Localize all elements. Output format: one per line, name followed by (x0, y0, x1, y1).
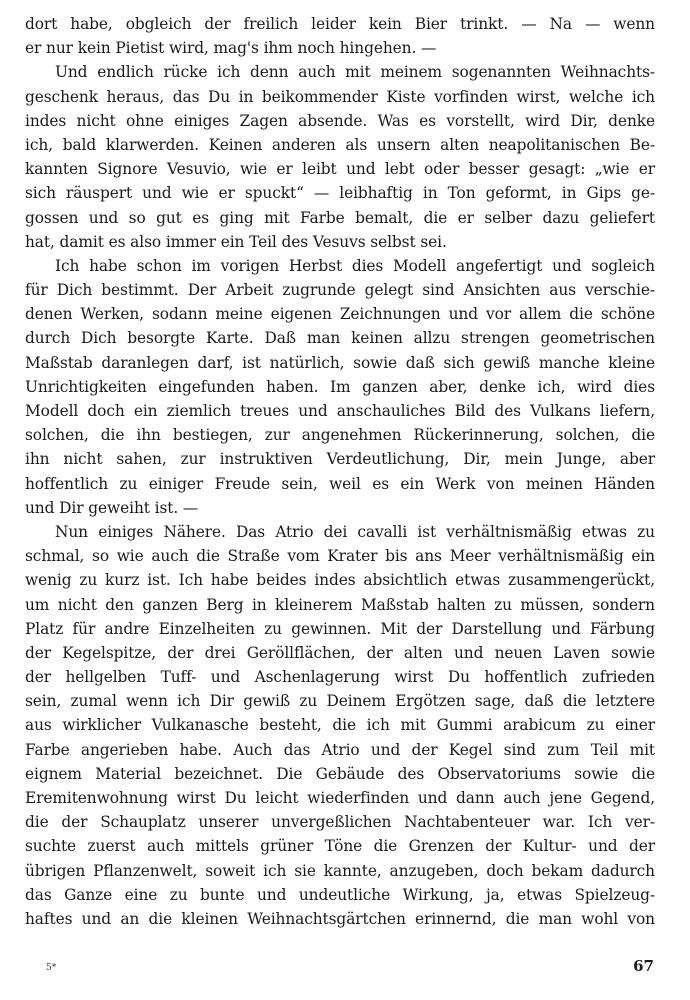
text-line: der hellgelben Tuff- und Aschenlagerung wirst Du hoffentlich zufrieden (25, 668, 655, 687)
text-line: solchen, die ihn bestiegen, zur angenehmen Rückerinnerung, solchen, die (25, 426, 655, 445)
text-line: Farbe angerieben habe. Auch das Atrio und der Kegel sind zum Teil mit (25, 740, 655, 759)
text-line: und Dir geweiht ist. — (25, 498, 199, 517)
text-line: die der Schauplatz unserer unvergeßlichen Nachtabenteuer war. Ich ver- (25, 813, 655, 832)
text-line: Nun einiges Nähere. Das Atrio dei cavalli ist verhältnismäßig etwas zu (55, 522, 655, 541)
text-line: schmal, so wie auch die Straße vom Krater bis ans Meer verhältnismäßig ein (25, 547, 655, 566)
text-line: hoffentlich zu einiger Freude sein, weil es ein Werk von meinen Händen (25, 474, 655, 493)
text-line: sich räuspert und wie er spuckt“ — leibhaftig in Ton geformt, in Gips ge- (25, 184, 655, 203)
text-line: um nicht den ganzen Berg in kleinerem Maßstab halten zu müssen, sondern (25, 595, 655, 614)
page-number: 67 (633, 957, 654, 975)
text-line: sein, zumal wenn ich Dir gewiß zu Deinem Ergötzen sage, daß die letztere (25, 692, 655, 711)
text-line: kannten Signore Vesuvio, wie er leibt und lebt oder besser gesagt: „wie er (25, 160, 655, 179)
signature-mark: 5* (46, 963, 57, 973)
text-line: Und endlich rücke ich denn auch mit meinem sogenannten Weihnachts- (55, 63, 655, 82)
text-line: Maßstab daranlegen darf, ist natürlich, sowie daß sich gewiß manche kleine (25, 353, 655, 372)
text-line: der Kegelspitze, der drei Geröllflächen, der alten und neuen Laven sowie (25, 643, 655, 662)
text-line: für Dich bestimmt. Der Arbeit zugrunde gelegt sind Ansichten aus verschie- (25, 281, 655, 300)
text-line: durch Dich besorgte Karte. Daß man keinen allzu strengen geometrischen (25, 329, 655, 348)
text-line: gossen und so gut es ging mit Farbe bemalt, die er selber dazu geliefert (25, 208, 655, 227)
text-line: Platz für andre Einzelheiten zu gewinnen. Mit der Darstellung und Färbung (25, 619, 655, 638)
text-line: wenig zu kurz ist. Ich habe beides indes absichtlich etwas zusammengerückt, (25, 571, 655, 590)
text-line: suchte zuerst auch mittels grüner Töne die Grenzen der Kultur- und der (25, 837, 655, 856)
text-line: ich, bald klarwerden. Keinen anderen als unsern alten neapolitanischen Be- (25, 135, 655, 154)
text-line: übrigen Pflanzenwelt, soweit ich sie kannte, anzugeben, doch bekam dadurch (25, 861, 655, 880)
text-line: aus wirklicher Vulkanasche besteht, die ich mit Gummi arabicum zu einer (25, 716, 655, 735)
text-line: haftes und an die kleinen Weihnachtsgärtchen erinnernd, die man wohl von (25, 909, 655, 928)
text-line: geschenk heraus, das Du in beikommender Kiste vorfinden wirst, welche ich (25, 87, 655, 106)
text-line: hat, damit es also immer ein Teil des Vesuvs selbst sei. (25, 232, 447, 251)
text-line: denen Werken, sodann meine eigenen Zeichnungen und vor allem die schöne (25, 305, 655, 324)
text-line: Ich habe schon im vorigen Herbst dies Modell angefertigt und sogleich (55, 256, 655, 275)
text-line: dort habe, obgleich der freilich leider kein Bier trinkt. — Na — wenn (25, 15, 655, 33)
text-line: Modell doch ein ziemlich treues und anschauliches Bild des Vulkans liefern, (25, 402, 655, 420)
text-line: Unrichtigkeiten eingefunden haben. Im ganzen aber, denke ich, wird dies (25, 377, 655, 396)
text-line: ihn nicht sahen, zur instruktiven Verdeutlichung, Dir, mein Junge, aber (25, 450, 655, 469)
text-line: das Ganze eine zu bunte und undeutliche Wirkung, ja, etwas Spielzeug- (25, 885, 655, 904)
text-line: er nur kein Pietist wird, mag's ihm noch hingehen. — (25, 39, 437, 58)
text-line: eignem Material bezeichnet. Die Gebäude des Observatoriums sowie die (25, 764, 655, 783)
text-line: Eremitenwohnung wirst Du leicht wiederfinden und dann auch jene Gegend, (25, 789, 655, 807)
body-text (25, 12, 655, 931)
text-line: indes nicht ohne einiges Zagen absende. Was es vorstellt, wird Dir, denke (25, 111, 655, 130)
